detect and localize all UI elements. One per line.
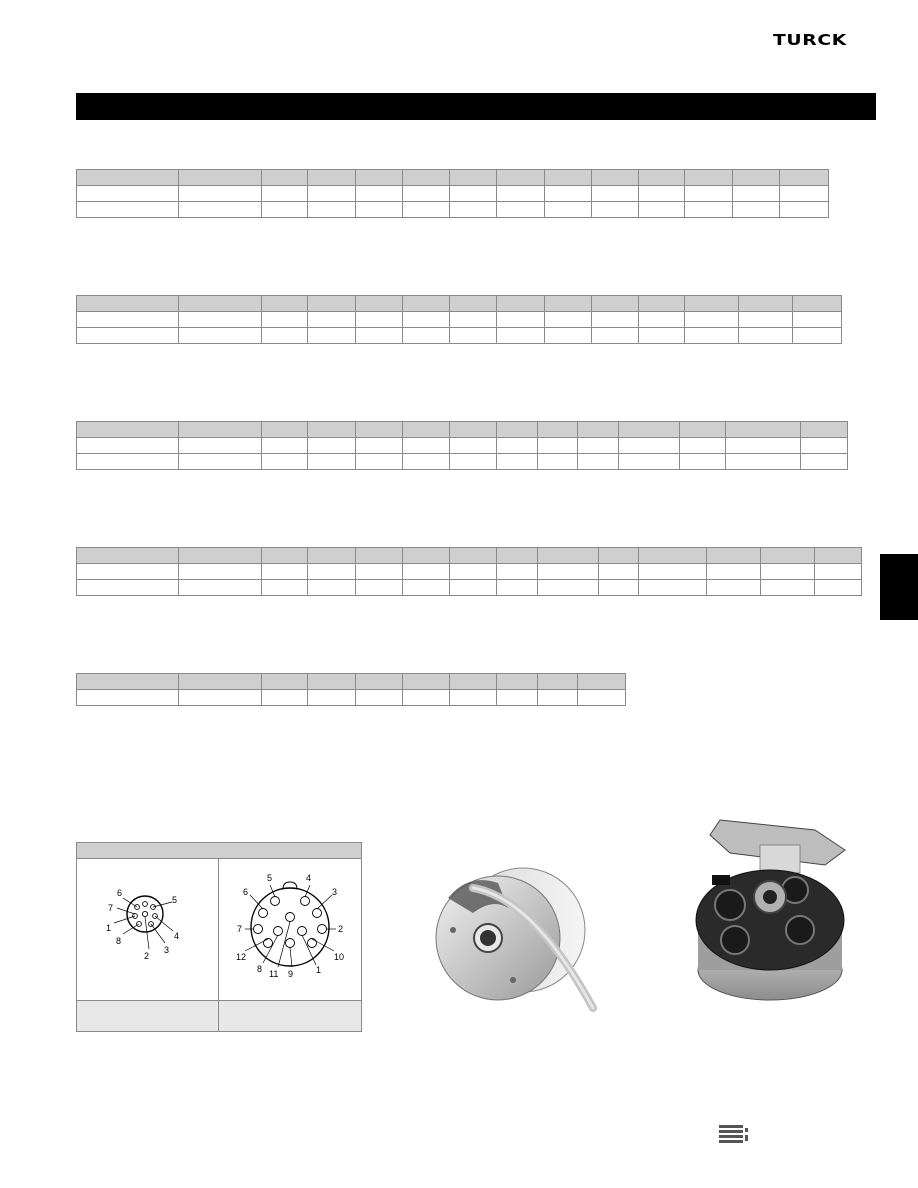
spec-table-3: [76, 421, 848, 470]
pin-label: 5: [172, 895, 178, 905]
pin-label: 4: [174, 931, 180, 941]
side-index-tab: [880, 554, 918, 620]
pin-label: 1: [106, 923, 112, 933]
table-row: [77, 580, 862, 596]
pin-label: 3: [332, 887, 338, 897]
spec-table-4: [76, 547, 862, 596]
table-header-row: [77, 422, 848, 438]
pin-label: 11: [269, 969, 279, 979]
spec-table-5: [76, 673, 626, 706]
pin-label: 1: [316, 965, 322, 975]
spec-table-1: [76, 169, 829, 218]
connector-header: [77, 843, 361, 859]
pin-label: 8: [257, 964, 263, 974]
connector-footer-left: [77, 1001, 218, 1031]
pin-label: 4: [306, 873, 312, 883]
table-header-row: [77, 548, 862, 564]
pin-diagram-8pin: [97, 871, 207, 966]
pin-label: 5: [267, 873, 273, 883]
table-row: [77, 690, 626, 706]
turck-logo: TURCK: [773, 31, 847, 49]
table-row: [77, 564, 862, 580]
pin-diagram-12pin: [230, 867, 358, 985]
pin-label: 8: [116, 936, 122, 946]
pin-label: 3: [164, 945, 170, 955]
pin-label: 7: [237, 924, 243, 934]
table-row: [77, 202, 829, 218]
table-row: [77, 328, 842, 344]
table-header-row: [77, 296, 842, 312]
list-icon: [719, 1125, 749, 1143]
spec-table-2: [76, 295, 842, 344]
pin-label: 7: [108, 903, 114, 913]
pin-label: 10: [334, 952, 345, 962]
pin-label: 2: [144, 951, 150, 961]
pin-label: 9: [288, 969, 294, 979]
connector-pinout-box: [76, 842, 362, 1032]
pin-label: 2: [338, 924, 344, 934]
table-header-row: [77, 170, 829, 186]
section-title-bar: [76, 93, 876, 120]
encoder-internal-photo: [690, 805, 850, 1025]
table-header-row: [77, 674, 626, 690]
table-row: [77, 454, 848, 470]
encoder-photo: [428, 858, 613, 1028]
table-row: [77, 186, 829, 202]
pin-label: 12: [236, 952, 247, 962]
pin-label: 6: [243, 887, 249, 897]
pin-label: 6: [117, 888, 123, 898]
connector-footer-right: [219, 1001, 361, 1031]
table-row: [77, 438, 848, 454]
table-row: [77, 312, 842, 328]
